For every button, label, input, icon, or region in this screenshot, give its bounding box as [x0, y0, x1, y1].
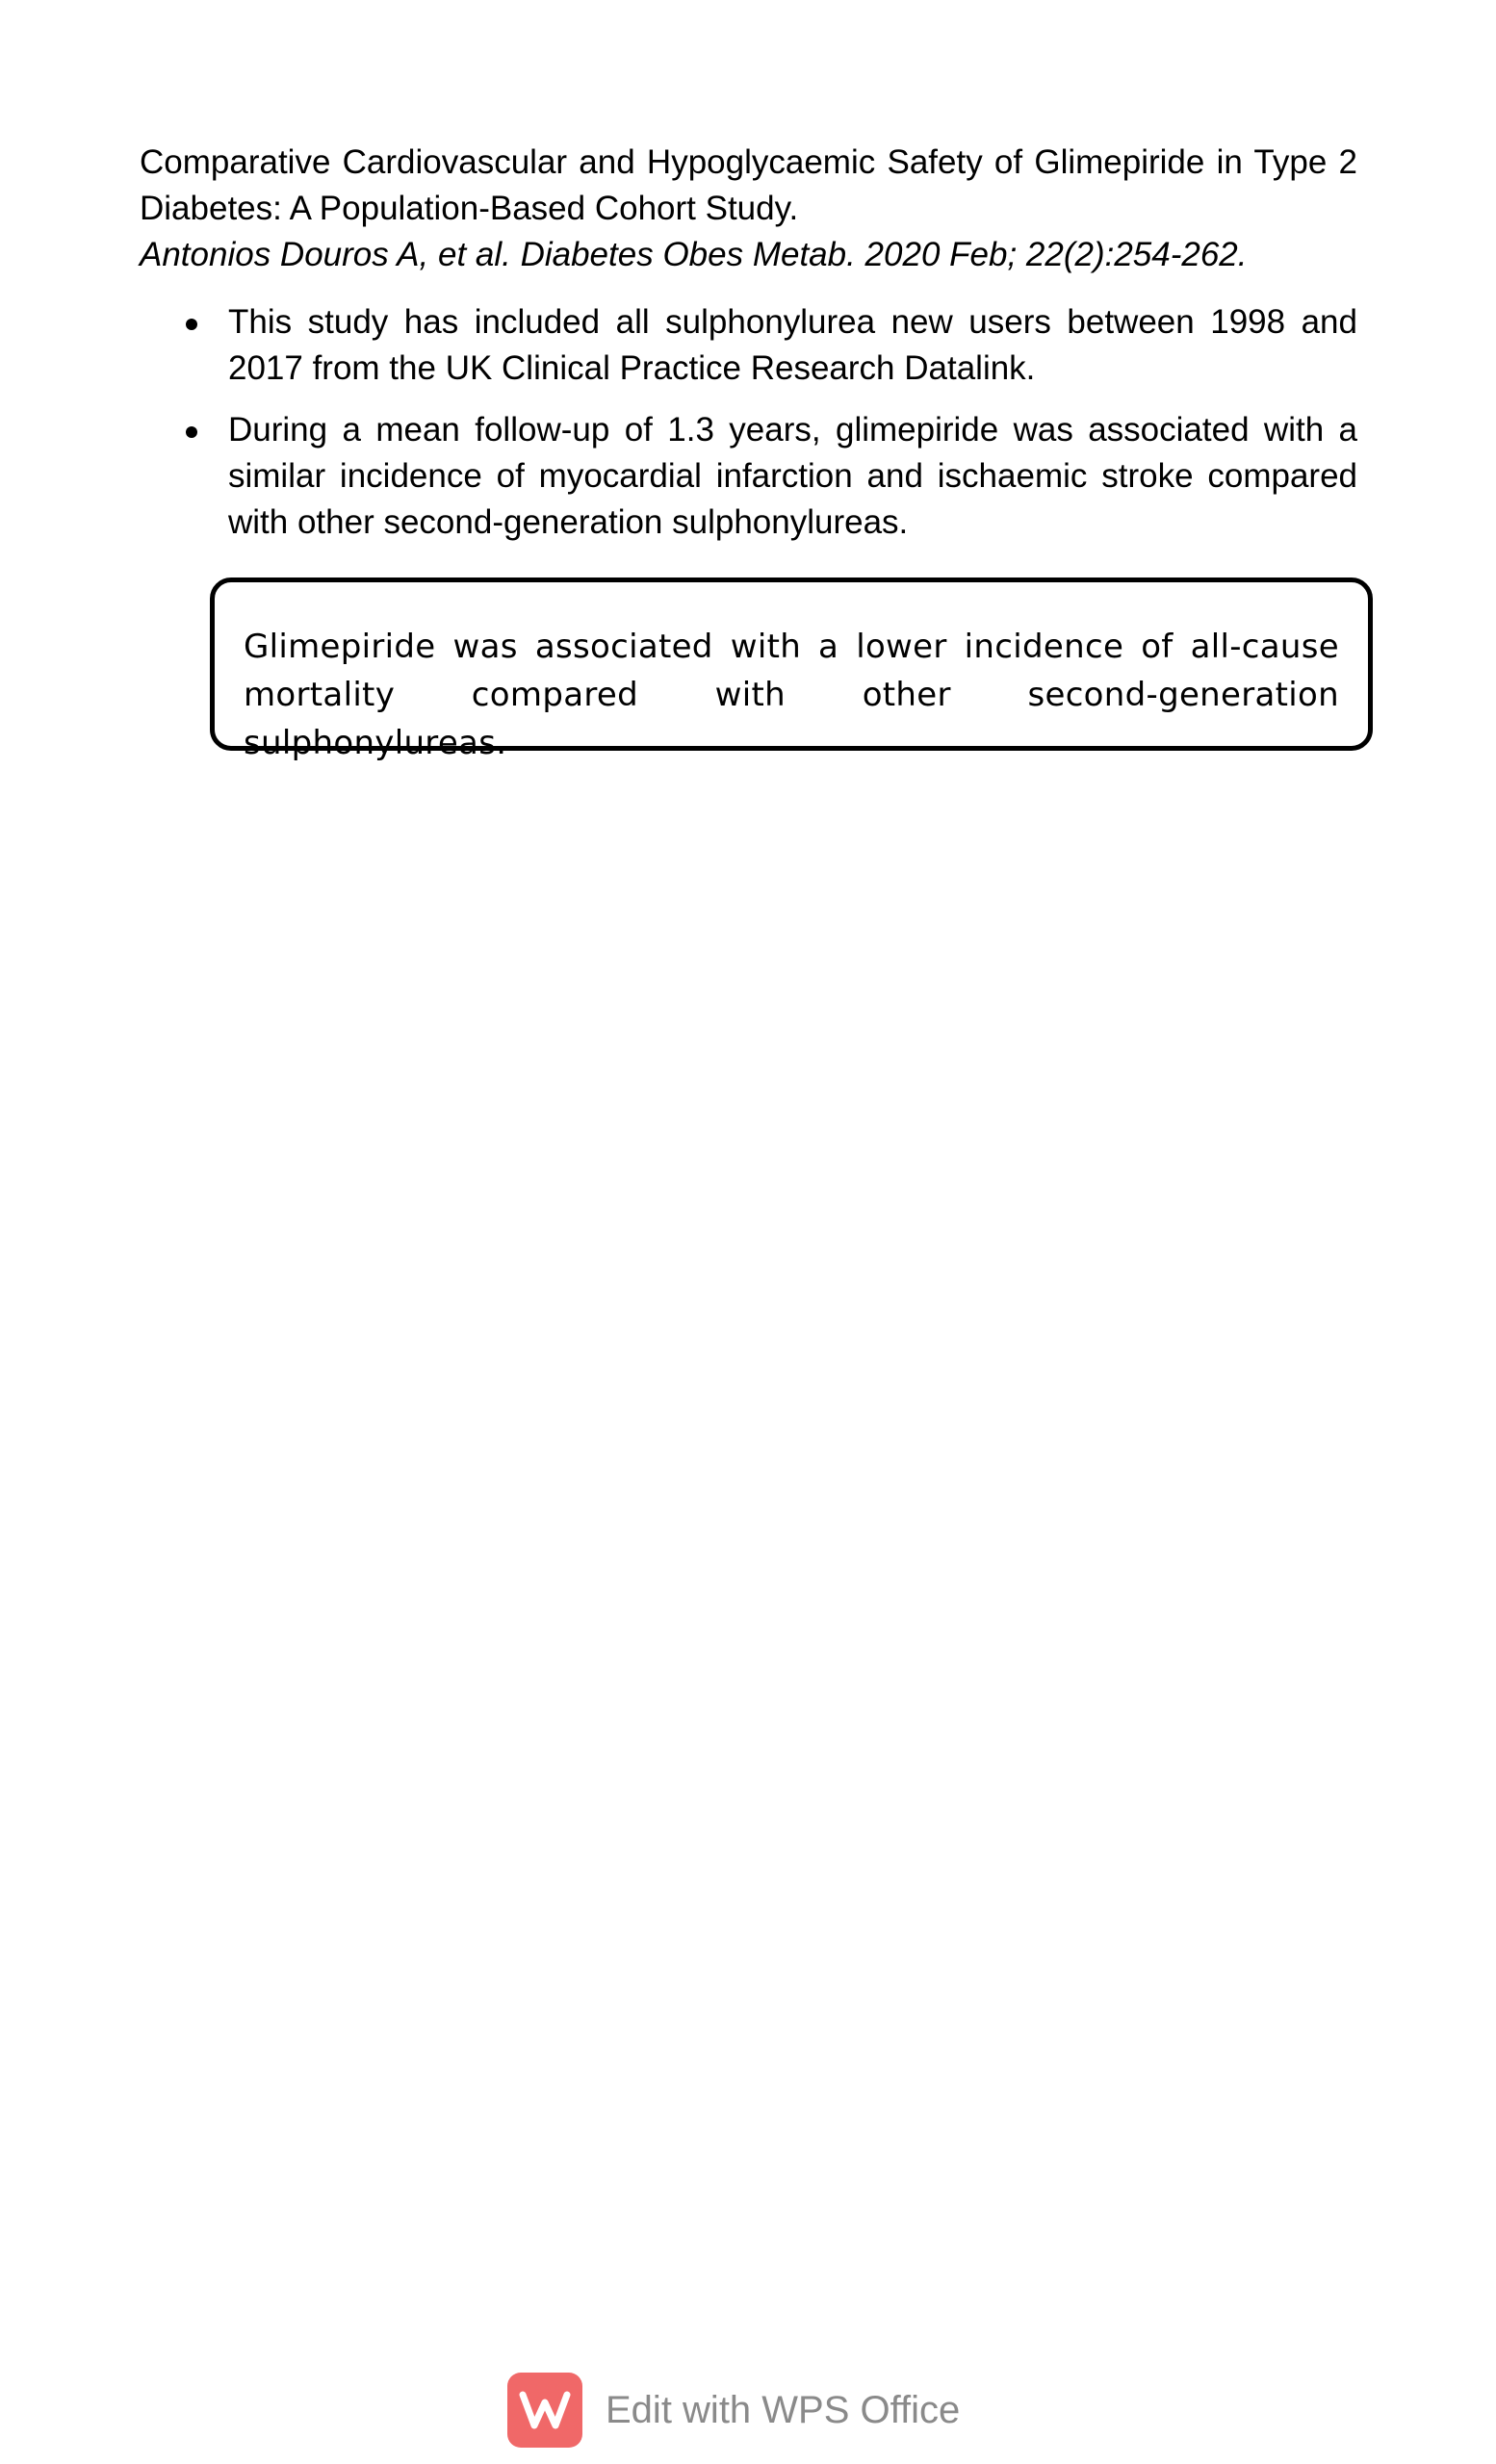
wps-logo-icon: [507, 2373, 582, 2448]
bullet-dot-icon: [186, 426, 197, 438]
document-citation: Antonios Douros A, et al. Diabetes Obes Metab. 2020 Feb; 22(2):254-262.: [140, 236, 1248, 273]
bullet-item: [140, 299, 1357, 392]
wps-edit-button[interactable]: [507, 2373, 960, 2448]
bullet-text: During a mean follow-up of 1.3 years, glimepiride was associated with a similar incidence of myocardial infarction and ischaemic stroke compared with other second-generation sulphonylureas.: [228, 411, 1357, 541]
bullet-text: This study has included all sulphonylurea new users between 1998 and 2017 from the UK Clinical Practice Research Datalink.: [228, 303, 1357, 387]
document-body: [140, 140, 1357, 561]
document-title: Comparative Cardiovascular and Hypoglycaemic Safety of Glimepiride in Type 2 Diabetes: A Population-Based Cohort Study.: [140, 143, 1357, 227]
bullet-dot-icon: [186, 319, 197, 330]
callout-box: [210, 578, 1373, 762]
bullet-item: [140, 407, 1357, 546]
wps-edit-label: Edit with WPS Office: [606, 2388, 961, 2431]
callout-text: Glimepiride was associated with a lower incidence of all-cause mortality compared with other second-generation sulphonylureas.: [244, 628, 1339, 762]
bullet-list: [140, 299, 1357, 546]
